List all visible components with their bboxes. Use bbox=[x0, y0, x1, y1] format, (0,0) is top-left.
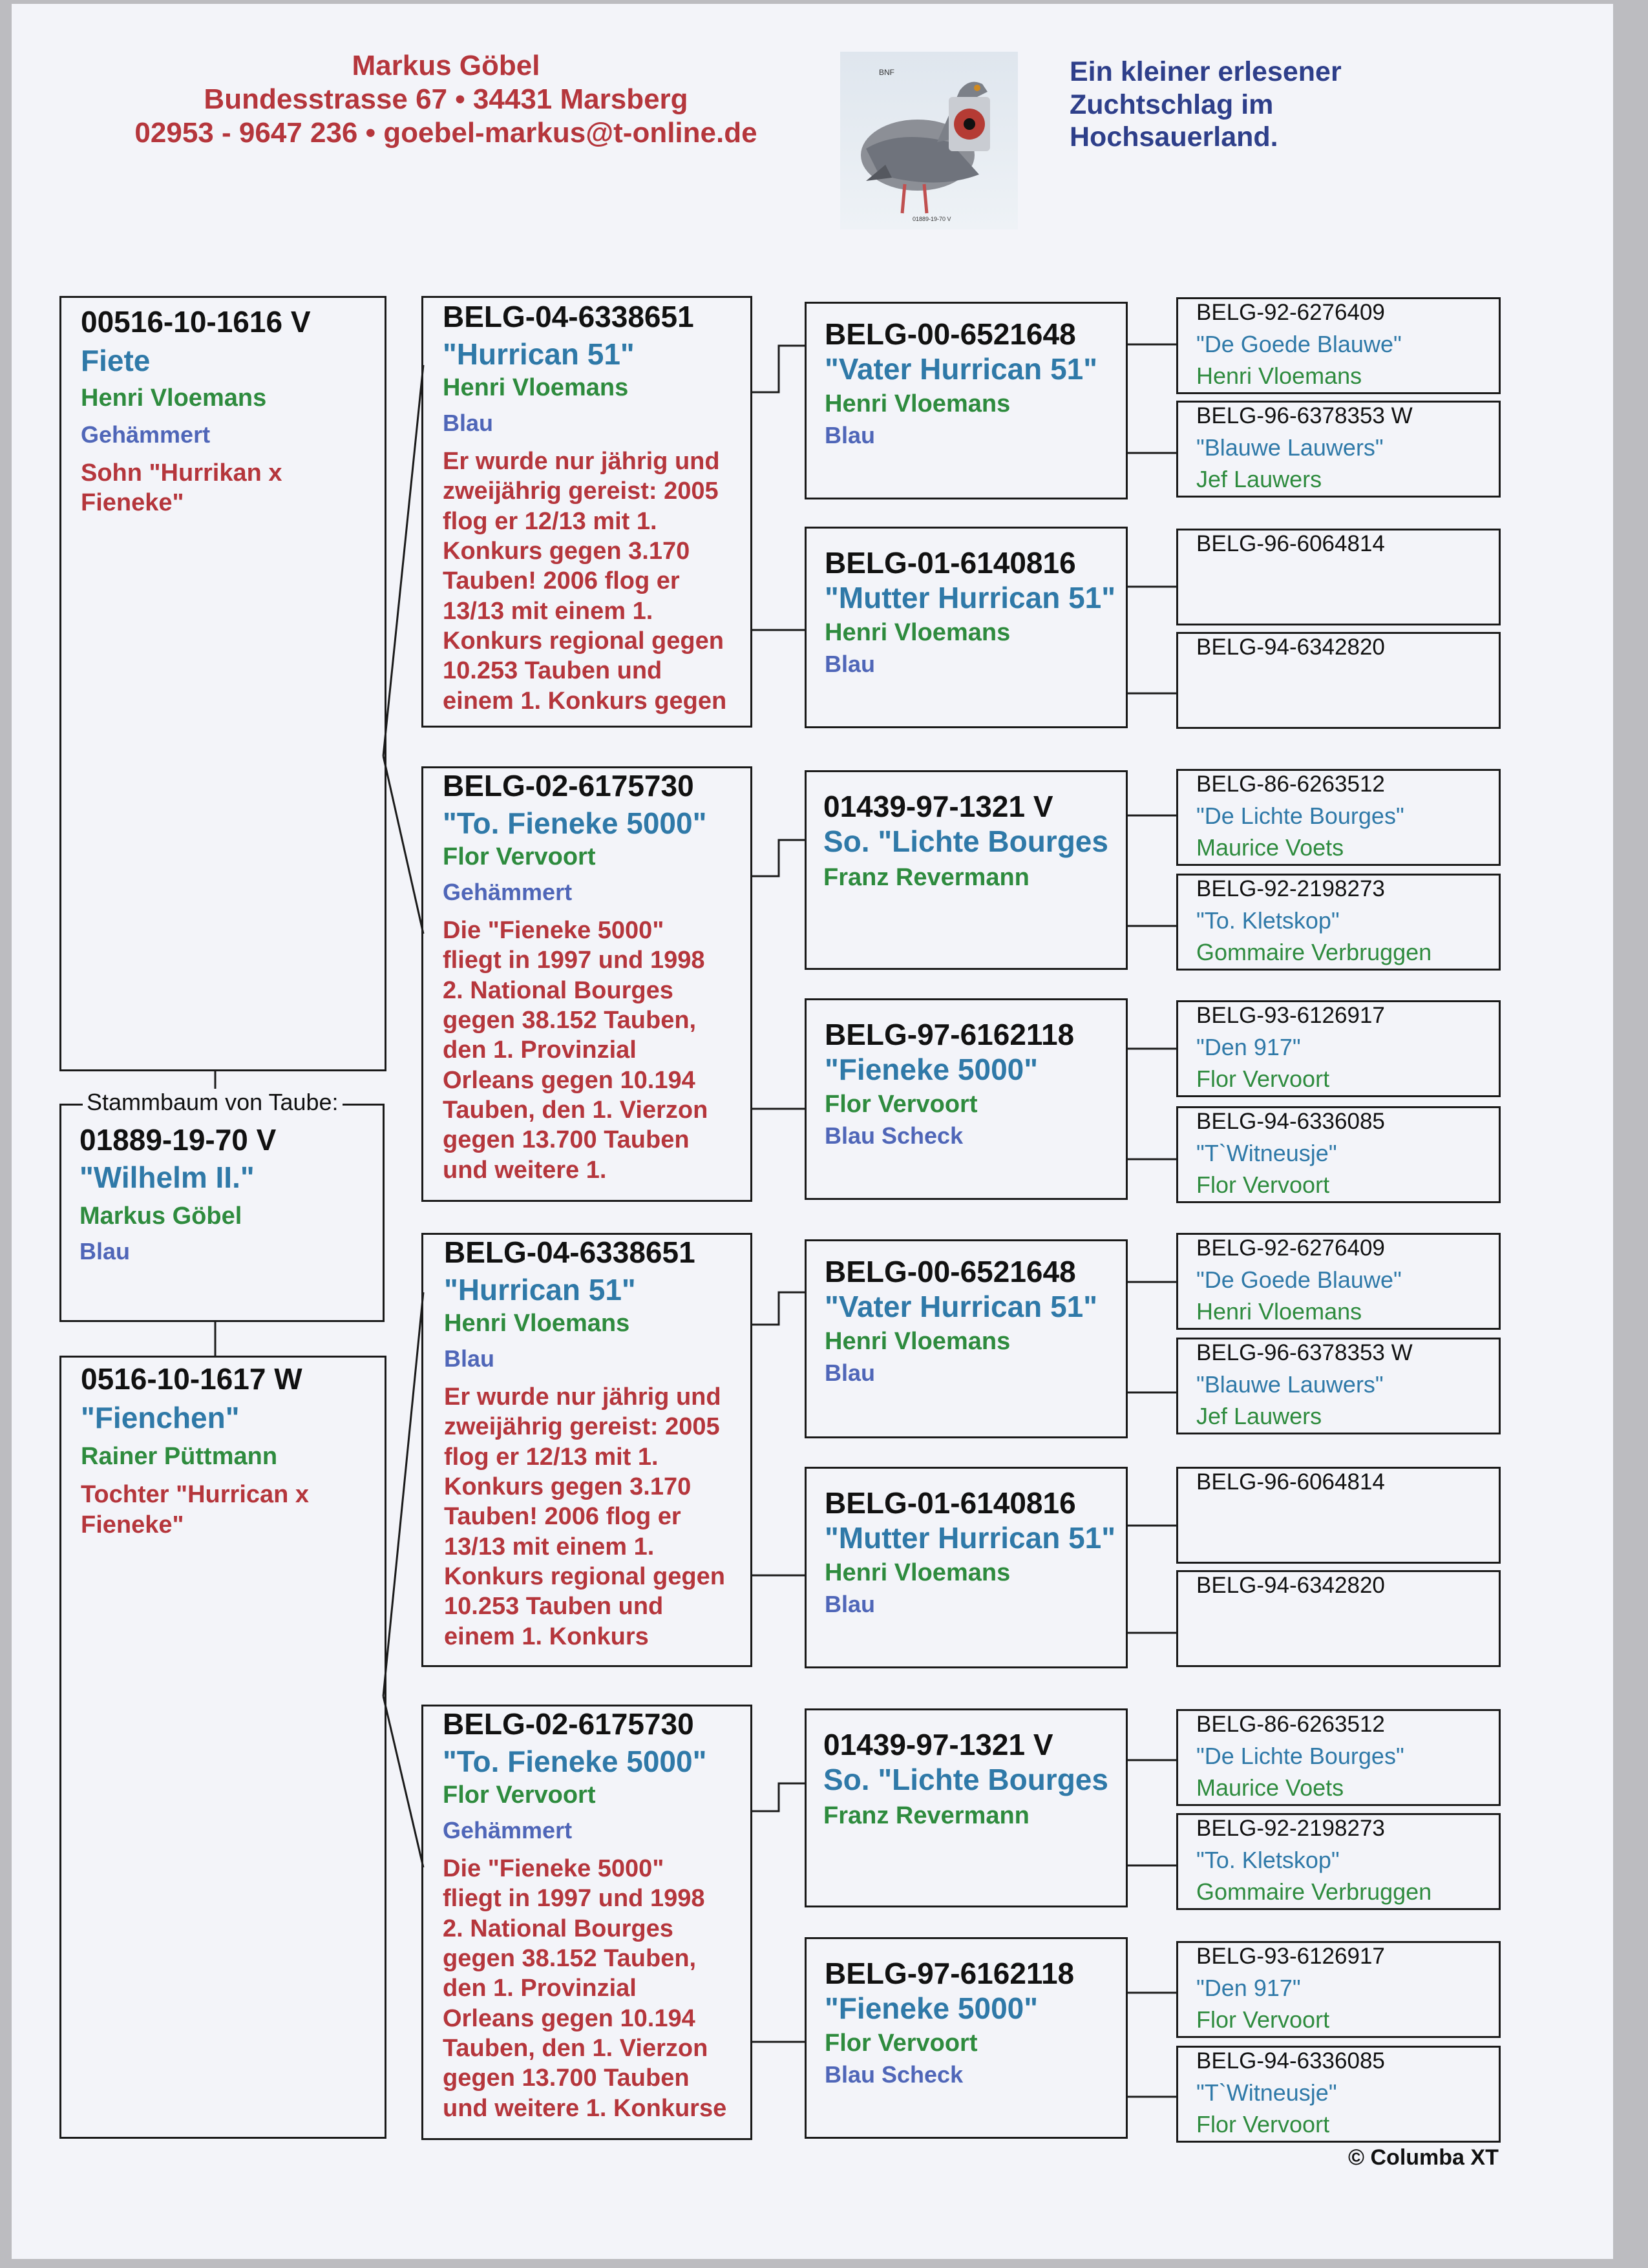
note-line: 2. National Bourges bbox=[443, 1915, 673, 1942]
owner-address: Bundesstrasse 67 • 34431 Marsberg bbox=[204, 83, 688, 115]
pigeon-note-line: Tochter "Hurrican x bbox=[81, 1481, 310, 1509]
pigeon-breeder: Henri Vloemans bbox=[81, 384, 267, 412]
note-line: Die "Fieneke 5000" bbox=[443, 1854, 664, 1882]
slogan-line-2: Zuchtschlag im bbox=[1070, 89, 1274, 120]
pigeon-name: "Fieneke 5000" bbox=[825, 1053, 1039, 1087]
pigeon-name: "Den 917" bbox=[1196, 1975, 1301, 2002]
note-line: Tauben! 2006 flog er bbox=[444, 1503, 681, 1531]
note-line: Die "Fieneke 5000" bbox=[443, 916, 664, 944]
generation-4-card bbox=[1176, 1338, 1501, 1434]
pigeon-breeder: Henri Vloemans bbox=[825, 390, 1011, 417]
note-line: und weitere 1. bbox=[443, 1156, 607, 1184]
pigeon-breeder: Henri Vloemans bbox=[825, 618, 1011, 646]
pigeon-breeder: Rainer Püttmann bbox=[81, 1442, 278, 1470]
pigeon-color: Gehämmert bbox=[443, 1817, 573, 1844]
note-line: flog er 12/13 mit 1. bbox=[444, 1443, 659, 1471]
note-line: Tauben, den 1. Vierzon bbox=[443, 2034, 708, 2062]
pigeon-breeder: Jef Lauwers bbox=[1196, 1402, 1322, 1429]
note-line: einem 1. Konkurs bbox=[444, 1622, 649, 1650]
pigeon-color: Blau bbox=[825, 422, 876, 449]
pigeon-breeder: Henri Vloemans bbox=[1196, 362, 1362, 389]
pigeon-ring: BELG-00-6521648 bbox=[825, 317, 1076, 351]
pigeon-breeder: Maurice Voets bbox=[1196, 834, 1344, 861]
pigeon-name: "Fieneke 5000" bbox=[825, 1991, 1039, 2026]
pigeon-name: "To. Fieneke 5000" bbox=[443, 1745, 707, 1779]
pigeon-breeder: Jef Lauwers bbox=[1196, 465, 1322, 492]
pigeon-breeder: Flor Vervoort bbox=[1196, 1171, 1330, 1198]
pigeon-ring: BELG-02-6175730 bbox=[443, 769, 694, 803]
pigeon-breeder: Flor Vervoort bbox=[825, 1090, 978, 1118]
pigeon-color: Blau Scheck bbox=[825, 2061, 964, 2088]
note-line: 10.253 Tauben und bbox=[443, 657, 662, 685]
pigeon-color: Blau bbox=[825, 1360, 876, 1387]
pigeon-breeder: Markus Göbel bbox=[79, 1202, 242, 1230]
generation-4-card bbox=[1176, 1941, 1501, 2038]
pigeon-ring: BELG-92-2198273 bbox=[1196, 1816, 1385, 1841]
copyright-notice: © Columba XT bbox=[1348, 2145, 1499, 2170]
pigeon-breeder: Henri Vloemans bbox=[444, 1309, 630, 1337]
pigeon-name: "Wilhelm II." bbox=[79, 1160, 255, 1195]
pigeon-note bbox=[444, 1382, 750, 1652]
pigeon-ring: BELG-96-6064814 bbox=[1196, 1469, 1385, 1495]
pigeon-ring: 01889-19-70 V bbox=[79, 1123, 277, 1157]
generation-4-card bbox=[1176, 769, 1501, 866]
pigeon-name: "De Lichte Bourges" bbox=[1196, 803, 1404, 830]
pigeon-ring: BELG-04-6338651 bbox=[444, 1235, 695, 1269]
pigeon-color: Gehämmert bbox=[443, 879, 573, 906]
pigeon-ring: BELG-01-6140816 bbox=[825, 546, 1076, 580]
pigeon-color: Blau bbox=[79, 1238, 131, 1265]
note-line: den 1. Provinzial bbox=[443, 1975, 637, 2002]
note-line: 10.253 Tauben und bbox=[444, 1593, 664, 1621]
generation-3-card bbox=[805, 1467, 1128, 1668]
pigeon-breeder: Franz Revermann bbox=[823, 1801, 1030, 1829]
generation-3-card bbox=[805, 1239, 1128, 1438]
pedigree-caption: Stammbaum von Taube: bbox=[83, 1089, 343, 1116]
pigeon-color: Blau bbox=[444, 1345, 495, 1372]
note-line: gegen 13.700 Tauben bbox=[443, 1126, 690, 1154]
pigeon-name: "To. Kletskop" bbox=[1196, 907, 1340, 934]
slogan-line-1: Ein kleiner erlesener bbox=[1070, 56, 1342, 87]
note-line: 13/13 mit einem 1. bbox=[443, 597, 653, 625]
note-line: Tauben! 2006 flog er bbox=[443, 567, 680, 595]
pigeon-name: "Hurrican 51" bbox=[444, 1273, 636, 1307]
note-line: gegen 38.152 Tauben, bbox=[443, 1006, 697, 1034]
pigeon-breeder: Flor Vervoort bbox=[1196, 2110, 1330, 2137]
generation-3-card bbox=[805, 302, 1128, 499]
pigeon-ring: BELG-96-6378353 W bbox=[1196, 1340, 1413, 1365]
pigeon-name: "Hurrican 51" bbox=[443, 337, 635, 372]
pigeon-name: Fiete bbox=[81, 344, 151, 378]
pigeon-breeder: Henri Vloemans bbox=[443, 373, 629, 401]
pigeon-ring: BELG-02-6175730 bbox=[443, 1707, 694, 1741]
note-line: 13/13 mit einem 1. bbox=[444, 1533, 655, 1560]
pigeon-name: So. "Lichte Bourges bbox=[823, 1763, 1108, 1797]
pigeon-name: "Mutter Hurrican 51" bbox=[825, 581, 1116, 615]
generation-4-card bbox=[1176, 1570, 1501, 1667]
pigeon-ring: BELG-97-6162118 bbox=[825, 1018, 1075, 1051]
note-line: gegen 13.700 Tauben bbox=[443, 2064, 690, 2092]
pigeon-breeder: Henri Vloemans bbox=[825, 1559, 1011, 1586]
pigeon-ring: BELG-93-6126917 bbox=[1196, 1944, 1385, 1969]
owner-name: Markus Göbel bbox=[352, 50, 540, 81]
generation-3-card bbox=[805, 998, 1128, 1200]
owner-contact: 02953 - 9647 236 • goebel-markus@t-online.de bbox=[134, 116, 757, 149]
generation-4-card bbox=[1176, 874, 1501, 971]
pigeon-breeder: Gommaire Verbruggen bbox=[1196, 938, 1432, 965]
slogan-line-3: Hochsauerland. bbox=[1070, 121, 1278, 153]
note-line: Er wurde nur jährig und bbox=[443, 447, 720, 475]
pigeon-ring: BELG-92-6276409 bbox=[1196, 300, 1385, 325]
note-line: zweijährig gereist: 2005 bbox=[443, 478, 719, 505]
pigeon-breeder: Gommaire Verbruggen bbox=[1196, 1878, 1432, 1905]
generation-4-card bbox=[1176, 2046, 1501, 2143]
pigeon-note bbox=[443, 446, 750, 716]
generation-4-card bbox=[1176, 1233, 1501, 1330]
pigeon-name: "T`Witneusje" bbox=[1196, 2079, 1337, 2106]
pigeon-note bbox=[443, 916, 750, 1185]
note-line: fliegt in 1997 und 1998 bbox=[443, 1885, 705, 1913]
note-line: Orleans gegen 10.194 bbox=[443, 1066, 695, 1094]
pigeon-note-line: Fieneke" bbox=[81, 489, 184, 517]
pigeon-name: "Vater Hurrican 51" bbox=[825, 352, 1098, 386]
paternal-grandmother-card bbox=[421, 766, 752, 1202]
note-line: Konkurs regional gegen bbox=[444, 1562, 725, 1590]
note-line: Er wurde nur jährig und bbox=[444, 1383, 721, 1411]
generation-3-card bbox=[805, 527, 1128, 728]
pigeon-breeder: Flor Vervoort bbox=[443, 843, 596, 870]
pigeon-ring: 01439-97-1321 V bbox=[823, 790, 1053, 823]
pigeon-color: Blau bbox=[443, 410, 494, 437]
pigeon-name: "Blauwe Lauwers" bbox=[1196, 1371, 1384, 1398]
pigeon-breeder: Henri Vloemans bbox=[1196, 1297, 1362, 1325]
pigeon-name: "Blauwe Lauwers" bbox=[1196, 434, 1384, 461]
pigeon-name: "De Lichte Bourges" bbox=[1196, 1743, 1404, 1770]
generation-4-card bbox=[1176, 1709, 1501, 1806]
note-line: Orleans gegen 10.194 bbox=[443, 2004, 695, 2032]
pigeon-ring: BELG-93-6126917 bbox=[1196, 1003, 1385, 1028]
pigeon-color: Blau bbox=[825, 1591, 876, 1618]
note-line: und weitere 1. Konkurse bbox=[443, 2094, 727, 2122]
generation-3-card bbox=[805, 770, 1128, 970]
pigeon-ring: BELG-86-6263512 bbox=[1196, 772, 1385, 797]
pigeon-ring: BELG-01-6140816 bbox=[825, 1486, 1076, 1520]
pigeon-breeder: Flor Vervoort bbox=[1196, 1065, 1330, 1092]
generation-4-card bbox=[1176, 1106, 1501, 1203]
note-line: Konkurs regional gegen bbox=[443, 627, 724, 655]
pigeon-ring: BELG-94-6342820 bbox=[1196, 1573, 1385, 1598]
note-line: flog er 12/13 mit 1. bbox=[443, 507, 657, 535]
note-line: Tauben, den 1. Vierzon bbox=[443, 1096, 708, 1124]
generation-4-card bbox=[1176, 1813, 1501, 1910]
note-line: Konkurs gegen 3.170 bbox=[443, 537, 690, 565]
pigeon-note-line: Sohn "Hurrikan x bbox=[81, 459, 282, 487]
pigeon-note-line: Fieneke" bbox=[81, 1511, 184, 1538]
pigeon-breeder: Franz Revermann bbox=[823, 863, 1030, 891]
pigeon-name: "To. Fieneke 5000" bbox=[443, 806, 707, 841]
note-line: einem 1. Konkurs gegen bbox=[443, 687, 727, 715]
maternal-grandfather-card bbox=[421, 1233, 752, 1667]
note-line: fliegt in 1997 und 1998 bbox=[443, 947, 705, 974]
note-line: gegen 38.152 Tauben, bbox=[443, 1944, 697, 1972]
pigeon-ring: 0516-10-1617 W bbox=[81, 1362, 302, 1396]
pigeon-name: "Vater Hurrican 51" bbox=[825, 1290, 1098, 1324]
pigeon-name: "Mutter Hurrican 51" bbox=[825, 1521, 1116, 1555]
pigeon-ring: BELG-94-6342820 bbox=[1196, 635, 1385, 660]
generation-3-card bbox=[805, 1708, 1128, 1907]
pigeon-ring: BELG-97-6162118 bbox=[825, 1957, 1075, 1990]
pigeon-name: "Fienchen" bbox=[81, 1401, 240, 1435]
pigeon-ring: BELG-86-6263512 bbox=[1196, 1712, 1385, 1737]
pigeon-ring: 01439-97-1321 V bbox=[823, 1728, 1053, 1761]
pigeon-ring: BELG-96-6378353 W bbox=[1196, 403, 1413, 428]
photo-caption-text: 01889-19-70 V bbox=[913, 216, 951, 222]
note-line: 2. National Bourges bbox=[443, 976, 673, 1004]
pigeon-note bbox=[443, 1854, 750, 2123]
note-line: den 1. Provinzial bbox=[443, 1036, 637, 1064]
pigeon-breeder: Flor Vervoort bbox=[1196, 2006, 1330, 2033]
note-line: Konkurs gegen 3.170 bbox=[444, 1473, 692, 1500]
pigeon-ring: BELG-94-6336085 bbox=[1196, 1109, 1385, 1134]
pigeon-breeder: Maurice Voets bbox=[1196, 1774, 1344, 1801]
pigeon-breeder: Henri Vloemans bbox=[825, 1327, 1011, 1355]
note-line: zweijährig gereist: 2005 bbox=[444, 1413, 720, 1441]
generation-4-card bbox=[1176, 1467, 1501, 1564]
paternal-grandfather-card bbox=[421, 296, 752, 728]
pigeon-name: "To. Kletskop" bbox=[1196, 1847, 1340, 1874]
pigeon-name: "Den 917" bbox=[1196, 1034, 1301, 1061]
pigeon-name: "De Goede Blauwe" bbox=[1196, 331, 1402, 358]
pigeon-breeder: Flor Vervoort bbox=[443, 1781, 596, 1809]
pigeon-ring: BELG-94-6336085 bbox=[1196, 2048, 1385, 2074]
pigeon-name: So. "Lichte Bourges bbox=[823, 824, 1108, 859]
generation-3-card bbox=[805, 1937, 1128, 2139]
pigeon-ring: BELG-92-2198273 bbox=[1196, 876, 1385, 901]
pigeon-ring: BELG-04-6338651 bbox=[443, 300, 694, 333]
generation-4-card bbox=[1176, 632, 1501, 729]
photo-ring-text: BNF bbox=[879, 68, 894, 77]
subject-card bbox=[59, 1104, 385, 1322]
father-card bbox=[59, 296, 386, 1071]
generation-4-card bbox=[1176, 1000, 1501, 1097]
pigeon-ring: 00516-10-1616 V bbox=[81, 305, 311, 339]
generation-4-card bbox=[1176, 529, 1501, 625]
mother-card bbox=[59, 1356, 386, 2139]
pigeon-color: Blau bbox=[825, 651, 876, 678]
generation-4-card bbox=[1176, 401, 1501, 498]
pigeon-color: Blau Scheck bbox=[825, 1122, 964, 1150]
pigeon-name: "T`Witneusje" bbox=[1196, 1140, 1337, 1167]
generation-4-card bbox=[1176, 297, 1501, 394]
pigeon-color: Gehämmert bbox=[81, 421, 211, 448]
pigeon-name: "De Goede Blauwe" bbox=[1196, 1266, 1402, 1294]
pigeon-breeder: Flor Vervoort bbox=[825, 2029, 978, 2057]
pigeon-ring: BELG-00-6521648 bbox=[825, 1255, 1076, 1288]
pigeon-ring: BELG-96-6064814 bbox=[1196, 531, 1385, 556]
maternal-grandmother-card bbox=[421, 1705, 752, 2140]
pigeon-ring: BELG-92-6276409 bbox=[1196, 1235, 1385, 1261]
